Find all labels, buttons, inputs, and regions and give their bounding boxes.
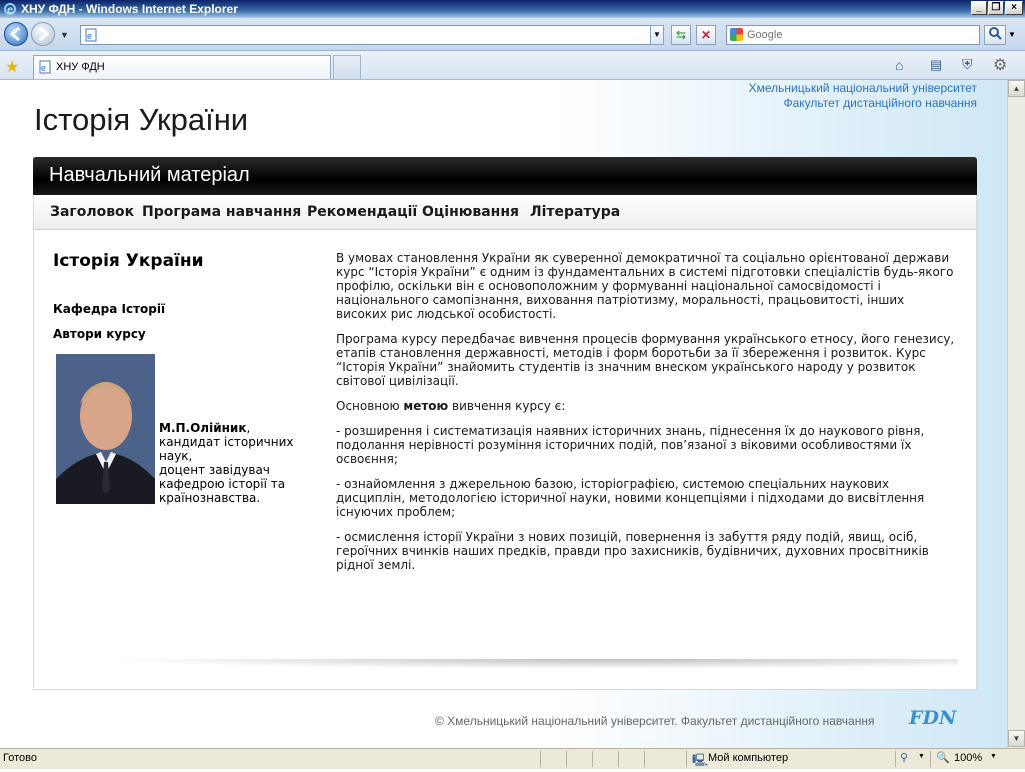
home-icon[interactable]: ⌂	[895, 57, 904, 73]
forward-arrow-icon	[32, 23, 54, 45]
status-divider	[930, 751, 931, 767]
window-title: ХНУ ФДН - Windows Internet Explorer	[21, 2, 238, 16]
status-divider	[540, 751, 541, 767]
status-divider	[566, 751, 567, 767]
fdn-logo: FDN	[909, 707, 957, 729]
tab-active[interactable]	[33, 55, 331, 79]
status-divider	[686, 751, 687, 767]
department-label: Кафедра Історії	[53, 302, 166, 316]
tools-gear-icon[interactable]: ⚙	[993, 57, 1008, 74]
favorites-star-icon[interactable]: ★	[5, 59, 20, 76]
protected-mode-dropdown-icon[interactable]: ▼	[918, 753, 925, 760]
restore-button[interactable]: ❐	[988, 1, 1004, 15]
new-tab-button[interactable]	[333, 55, 361, 79]
authors-label: Автори курсу	[53, 327, 146, 341]
page-icon	[84, 28, 98, 42]
computer-icon: 🖳	[692, 753, 709, 767]
close-window-button[interactable]: ×	[1005, 1, 1023, 15]
goal-item-1: - розширення і систематизація наявних історичних знань, піднесення їх до наукового рівня, подолання нерівності розуміння історичних подій, пов’язаної з віковими особливостями їх освоєння;	[336, 424, 925, 466]
svg-text:e: e	[41, 63, 47, 73]
scroll-up-icon[interactable]: ▲	[1008, 80, 1025, 97]
goal-item-3: - осмислення історії України з нових позицій, повернення із забуття ряду подій, явищ, осіб, героїчних вчинків наших предків, правди про захисників, будівничих, духовних просвітників рідної землі.	[336, 530, 929, 572]
search-input[interactable]	[726, 25, 980, 45]
safety-shield-icon[interactable]: ⛨	[962, 56, 973, 72]
zoom-icon[interactable]: 🔍	[936, 752, 950, 764]
google-icon	[730, 28, 743, 41]
page-menu-icon[interactable]: ▤	[930, 57, 943, 72]
zoom-dropdown-icon[interactable]: ▼	[990, 753, 997, 760]
faculty-link[interactable]: Факультет дистанційного навчання	[783, 96, 977, 110]
status-divider	[644, 751, 645, 767]
history-dropdown-icon[interactable]: ▼	[60, 30, 69, 40]
panel-shadow	[98, 659, 958, 669]
author-degree: , кандидат історичних наук,	[159, 421, 294, 463]
status-divider	[592, 751, 593, 767]
vertical-scrollbar[interactable]	[1007, 80, 1025, 748]
search-button[interactable]	[984, 25, 1006, 45]
menu-item-header[interactable]: Заголовок	[50, 204, 135, 220]
course-description	[336, 251, 958, 583]
author-photo	[56, 354, 155, 504]
address-field[interactable]	[80, 25, 664, 45]
svg-text:e: e	[7, 5, 14, 16]
site-title: Історія України	[34, 102, 249, 137]
section-title: Навчальний матеріал	[49, 164, 250, 186]
goal-bold-word: метою	[403, 399, 449, 413]
paragraph-intro: В умовах становлення України як суверенної демократичної та соціально орієнтованої держави курс “Історія України” є одним із фундаментальних в системі підготовки спеціалістів будь-якого профілю, оскільки він є основоположним у формуванні національної самосвідомості і національного самопізнання, виховання патріотизму, моральності, працьовитості, інших високих рис людської особистості.	[336, 251, 954, 321]
ie-logo-icon	[3, 2, 17, 16]
course-menu	[34, 195, 976, 230]
search-icon	[988, 26, 1002, 40]
scroll-down-icon[interactable]: ▼	[1008, 730, 1025, 747]
author-bio	[159, 421, 309, 505]
refresh-button[interactable]: ⇆	[671, 25, 691, 45]
menu-item-literature[interactable]: Література	[530, 204, 621, 220]
status-bar	[0, 748, 1025, 769]
search-options-icon[interactable]: ▼	[1008, 30, 1016, 39]
tab-page-icon	[38, 60, 52, 74]
section-header-bar	[33, 157, 977, 195]
svg-text:e: e	[87, 31, 93, 41]
window-title-bar	[0, 0, 1025, 18]
author-portrait-image	[56, 354, 155, 504]
minimize-button[interactable]: _	[971, 1, 987, 15]
status-divider	[895, 751, 896, 767]
forward-button[interactable]	[31, 22, 55, 46]
status-text: Готово	[3, 752, 37, 764]
course-title: Історія України	[53, 251, 204, 271]
goal-item-2: - ознайомлення з джерельною базою, історіографією, системою спеціальних наукових дисциплін, методологією історичної науки, новими концепціями і підходами до висвітлення існуючих проблем;	[336, 477, 925, 519]
university-link[interactable]: Хмельницький національний університет	[748, 81, 977, 95]
search-placeholder: Google	[747, 29, 783, 41]
back-arrow-icon	[5, 23, 27, 45]
menu-item-program[interactable]: Програма навчання	[142, 204, 302, 220]
zoom-level[interactable]: 100%	[954, 752, 983, 764]
protected-mode-icon[interactable]: ⚲	[900, 752, 909, 764]
back-button[interactable]	[4, 22, 28, 46]
stop-button[interactable]: ✕	[696, 25, 716, 45]
paragraph-goal: Основною метою вивчення курсу є:	[336, 399, 566, 413]
address-dropdown-icon[interactable]: ▼	[650, 25, 664, 45]
status-divider	[618, 751, 619, 767]
menu-item-grading[interactable]: Оцінювання	[422, 204, 520, 220]
page-viewport	[2, 80, 1007, 748]
paragraph-program: Програма курсу передбачає вивчення процесів формування українського етносу, його генезису, етапів становлення державності, методів і форм боротьби за її збереження і розвиток. Курс “Історія України” знайомить студентів із значним внеском українського народу у розвиток світової цивілізації.	[336, 332, 955, 388]
author-position: доцент завідувач кафедрою історії та країнознавства.	[159, 463, 286, 505]
footer-copyright: © Хмельницький національний університет. Факультет дистанційного навчання	[435, 714, 875, 728]
author-name: М.П.Олійник	[159, 421, 247, 435]
tab-label: ХНУ ФДН	[56, 61, 105, 73]
security-zone: Мой компьютер	[708, 752, 789, 764]
menu-item-recommendations[interactable]: Рекомендації	[307, 204, 418, 220]
